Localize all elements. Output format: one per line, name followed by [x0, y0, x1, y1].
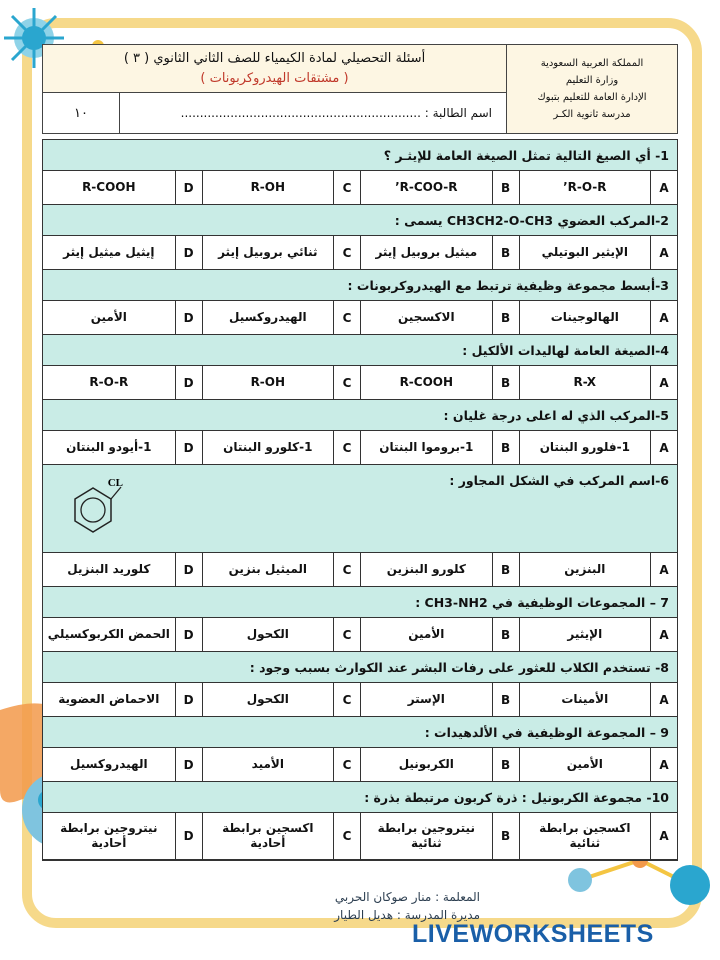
- option-letter-a: A: [650, 748, 677, 781]
- options-row-10: [43, 813, 677, 860]
- org-line: المملكة العربية السعودية: [540, 58, 644, 69]
- options-row-9: [43, 748, 677, 782]
- option-a[interactable]: R-O-R’: [519, 171, 651, 204]
- option-b[interactable]: الاكسجين: [360, 301, 492, 334]
- option-letter-b: B: [492, 171, 519, 204]
- exam-header: [42, 44, 678, 134]
- option-letter-c: C: [333, 748, 360, 781]
- option-letter-d: D: [175, 236, 202, 269]
- option-letter-a: A: [650, 553, 677, 586]
- option-letter-a: A: [650, 683, 677, 716]
- option-a[interactable]: الإيثير البوتيلي: [519, 236, 651, 269]
- option-letter-d: D: [175, 683, 202, 716]
- chlorobenzene-structure-icon: [55, 471, 145, 545]
- option-c[interactable]: الهيدروكسيل: [202, 301, 334, 334]
- option-c[interactable]: R-OH: [202, 171, 334, 204]
- title-block: [43, 45, 506, 133]
- question-1: 1- أي الصيغ التالية تمثل الصيغة العامة للإيثـر ؟: [43, 140, 677, 171]
- question-3: 3-أبسط مجموعة وظيفية ترتبط مع الهيدروكربونات :: [43, 270, 677, 301]
- option-a[interactable]: الأمينات: [519, 683, 651, 716]
- option-a[interactable]: الأمين: [519, 748, 651, 781]
- org-line: مدرسة ثانوية الكـر: [553, 109, 631, 120]
- option-a[interactable]: الهالوجينات: [519, 301, 651, 334]
- organization-block: [506, 45, 677, 133]
- option-c[interactable]: الميثيل بنزين: [202, 553, 334, 586]
- option-b[interactable]: R-COOH: [360, 366, 492, 399]
- option-b[interactable]: الكربونيل: [360, 748, 492, 781]
- option-letter-d: D: [175, 366, 202, 399]
- option-letter-b: B: [492, 748, 519, 781]
- brand-text: LIVEWORKSHEETS: [412, 920, 654, 948]
- options-row-2: [43, 236, 677, 270]
- option-letter-c: C: [333, 236, 360, 269]
- exam-title-cell: [43, 45, 506, 93]
- option-d[interactable]: كلوريد البنزيل: [67, 562, 151, 576]
- question-2: 2-المركب العضوي CH3CH2-O-CH3 يسمى :: [43, 205, 677, 236]
- option-b[interactable]: R-COO-R’: [360, 171, 492, 204]
- option-letter-d: D: [175, 618, 202, 651]
- option-letter-c: C: [333, 301, 360, 334]
- option-letter-c: C: [333, 683, 360, 716]
- option-b[interactable]: الإستر: [360, 683, 492, 716]
- option-letter-b: B: [492, 618, 519, 651]
- option-c[interactable]: R-OH: [202, 366, 334, 399]
- option-b[interactable]: ميثيل بروبيل إيثر: [360, 236, 492, 269]
- option-letter-b: B: [492, 431, 519, 464]
- option-letter-b: B: [492, 366, 519, 399]
- option-d[interactable]: الهيدروكسيل: [70, 757, 148, 771]
- option-letter-c: C: [333, 431, 360, 464]
- student-row: [43, 93, 506, 133]
- option-c[interactable]: الكحول: [202, 683, 334, 716]
- option-d[interactable]: R-COOH: [82, 180, 136, 194]
- option-letter-d: D: [175, 301, 202, 334]
- question-5: 5-المركب الذي له اعلى درجة غليان :: [43, 400, 677, 431]
- option-d[interactable]: 1-أيودو البنتان: [66, 440, 152, 454]
- exam-subtitle: ( مشتقات الهيدروكربونات ): [200, 70, 349, 86]
- options-row-4: [43, 366, 677, 400]
- option-d[interactable]: نيتروجين برابطة أحادية: [60, 821, 158, 850]
- option-b[interactable]: الأمين: [360, 618, 492, 651]
- liveworksheets-logo: [412, 920, 654, 949]
- option-letter-b: B: [492, 301, 519, 334]
- org-line: وزارة التعليم: [565, 75, 619, 86]
- teacher-name: المعلمة : منار صوكان الحربي: [334, 890, 480, 904]
- option-letter-b: B: [492, 813, 519, 859]
- question-7: 7 – المجموعات الوظيفية في CH3-NH2 :: [43, 587, 677, 618]
- options-row-6: [43, 553, 677, 587]
- student-name-field[interactable]: اسم الطالبة : ...............................................................: [119, 93, 506, 133]
- option-d[interactable]: الحمض الكربوكسيلي: [47, 627, 170, 641]
- options-row-5: [43, 431, 677, 465]
- option-d[interactable]: إيثيل ميثيل إيثر: [63, 245, 155, 259]
- option-c[interactable]: ثنائي بروبيل إيثر: [202, 236, 334, 269]
- question-9: 9 – المجموعة الوظيفية في الألدهيدات :: [43, 717, 677, 748]
- option-b[interactable]: 1-بروموا البنتان: [360, 431, 492, 464]
- principal-name: مديرة المدرسة : هديل الطيار: [334, 908, 480, 922]
- option-letter-c: C: [333, 171, 360, 204]
- question-10: 10- مجموعة الكربونيل : ذرة كربون مرتبطة بذرة :: [43, 782, 677, 813]
- option-letter-d: D: [175, 553, 202, 586]
- signature-block: [260, 888, 480, 924]
- options-row-3: [43, 301, 677, 335]
- option-letter-a: A: [650, 431, 677, 464]
- option-a[interactable]: الإيثير: [519, 618, 651, 651]
- option-c[interactable]: الأميد: [202, 748, 334, 781]
- options-row-8: [43, 683, 677, 717]
- questions-table: [42, 139, 678, 861]
- option-d[interactable]: الأمين: [90, 310, 127, 324]
- option-a[interactable]: اكسجين برابطة ثنائية: [519, 813, 651, 859]
- question-8: 8- تستخدم الكلاب للعثور على رفات البشر عند الكوارث بسبب وجود :: [43, 652, 677, 683]
- org-line: الإدارة العامة للتعليم بتبوك: [537, 92, 647, 103]
- option-d[interactable]: الاحماض العضوية: [58, 692, 160, 706]
- option-a[interactable]: R-X: [519, 366, 651, 399]
- option-letter-d: D: [175, 813, 202, 859]
- option-b[interactable]: كلورو البنزين: [360, 553, 492, 586]
- option-c[interactable]: اكسجين برابطة أحادية: [202, 813, 334, 859]
- score-box: ١٠: [74, 105, 88, 121]
- option-letter-b: B: [492, 553, 519, 586]
- chlorine-label: CL: [107, 477, 123, 489]
- option-letter-b: B: [492, 236, 519, 269]
- option-letter-d: D: [175, 431, 202, 464]
- option-letter-b: B: [492, 683, 519, 716]
- option-a[interactable]: 1-فلورو البنتان: [519, 431, 651, 464]
- option-b[interactable]: نيتروجين برابطة ثنائية: [360, 813, 492, 859]
- option-letter-a: A: [650, 618, 677, 651]
- option-letter-a: A: [650, 813, 677, 859]
- options-row-1: [43, 171, 677, 205]
- option-letter-c: C: [333, 813, 360, 859]
- option-letter-c: C: [333, 618, 360, 651]
- option-letter-d: D: [175, 171, 202, 204]
- option-letter-c: C: [333, 553, 360, 586]
- question-6: 6-اسم المركب في الشكل المجاور :: [449, 473, 669, 488]
- options-row-7: [43, 618, 677, 652]
- option-letter-d: D: [175, 748, 202, 781]
- option-letter-a: A: [650, 301, 677, 334]
- option-c[interactable]: الكحول: [202, 618, 334, 651]
- option-d[interactable]: R-O-R: [89, 375, 129, 389]
- option-letter-a: A: [650, 171, 677, 204]
- option-c[interactable]: 1-كلورو البنتان: [202, 431, 334, 464]
- option-a[interactable]: البنزين: [519, 553, 651, 586]
- option-letter-a: A: [650, 366, 677, 399]
- question-6-row: [43, 465, 677, 553]
- question-4: 4-الصيغة العامة لهاليدات الألكيل :: [43, 335, 677, 366]
- option-letter-a: A: [650, 236, 677, 269]
- option-letter-c: C: [333, 366, 360, 399]
- exam-title: أسئلة التحصيلي لمادة الكيمياء للصف الثاني الثانوي ( ٣ ): [123, 50, 426, 66]
